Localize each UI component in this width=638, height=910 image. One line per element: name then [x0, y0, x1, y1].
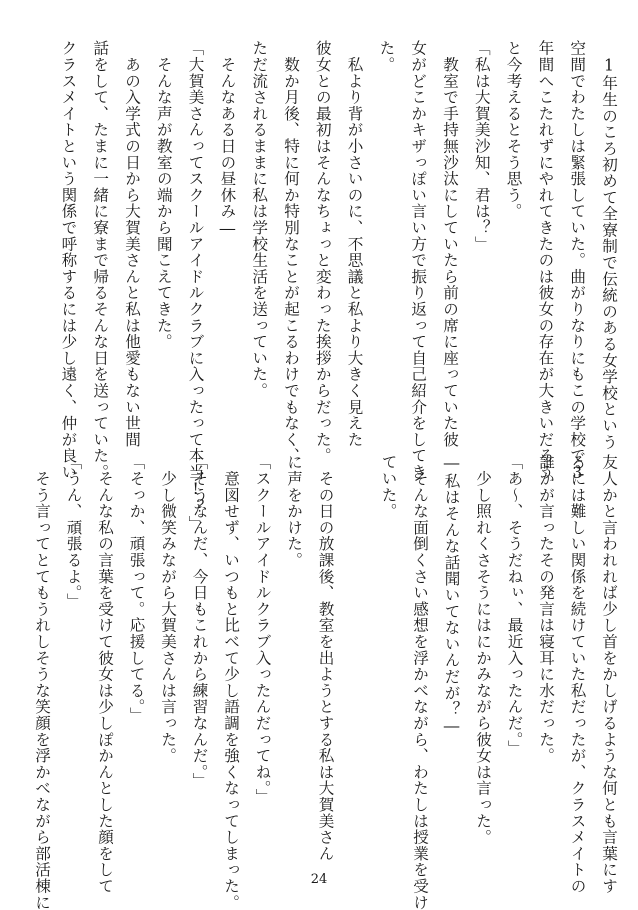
text-line: ていた。	[379, 454, 398, 520]
text-line: ただ流されるままに私は学校生活を送っていた。	[250, 40, 269, 399]
text-line: 「うん、頑張るよ。」	[64, 454, 83, 610]
text-line: 「私は大賀美沙知、君は？」	[472, 40, 491, 252]
text-line: 友人かと言われれば少し首をかしげるような何とも言葉にす	[600, 454, 618, 895]
text-line: 私より背が小さいのに、不思議と私より大きく見えた	[345, 40, 364, 448]
text-line: 1年生のころ初めて全寮制で伝統のある女学校という	[600, 40, 618, 450]
text-line: るには難しい関係を続けていた私だったが、クラスメイトの	[568, 454, 587, 895]
text-line: 誰かが言ったその発言は寝耳に水だった。	[537, 454, 555, 764]
text-line: 空間でわたしは緊張していた。曲がりなりにもこの学校で3	[568, 40, 587, 483]
text-line: と今考えるとそう思う。	[504, 40, 523, 220]
text-line: 彼女との最初はそんなちょっと変わった挨拶からだった。	[313, 40, 332, 464]
text-line: 数か月後、特に何か特別なことが起こるわけでもなく、	[282, 40, 300, 464]
page-number: 24	[310, 872, 328, 887]
text-line: 少し照れくさそうにはにかみながら彼女は言った。	[474, 454, 492, 846]
text-line: クラスメイトという関係で呼称するには少し遠く、仲が良い	[59, 40, 78, 481]
text-line: 年間へこたれずにやれてきたのは彼女の存在が大きいだろう	[536, 40, 555, 481]
text-line: そんなある日の昼休み―	[218, 40, 237, 238]
text-line: 「あ～、そうだねぃ、最近入ったんだ。」	[505, 454, 524, 756]
text-line: 女がどこかキザっぽい言い方で振り返って自己紹介をしてき	[409, 40, 428, 481]
text-line: そんな私の言葉を受けて彼女は少しぽかんとした顔をして	[96, 454, 114, 895]
text-line: 意図せず、いつもと比べて少し語調を強くなってしまった。	[222, 454, 240, 910]
text-line	[344, 454, 364, 846]
text-line: ―私はそんな話聞いてないんだが？―	[442, 454, 461, 736]
text-line: に声をかけた。	[285, 454, 303, 569]
text-line: 少し微笑みながら大賀美さんは言った。	[159, 454, 177, 764]
text-line: た。	[377, 40, 396, 73]
text-line: その日の放課後、教室を出ようとする私は大賀美さん	[316, 454, 335, 862]
text-line: 「そうなんだ、今日もこれから練習なんだ。」	[190, 454, 209, 789]
text-line: 話をして、たまに一緒に寮まで帰るそんな日を送っていた。	[91, 40, 110, 481]
text-line: 「スクールアイドルクラブ入ったんだってね。」	[253, 454, 272, 805]
text-line: そんな声が教室の端から聞こえてきた。	[154, 40, 173, 350]
text-line: 「大賀美さんってスクールアイドルクラブに入ったって本当!？」	[186, 40, 205, 532]
text-line: そう言ってとてもうれしそうな笑顔を浮かべながら部活棟に	[33, 454, 51, 910]
text-line: あの入学式の日から大賀美さんと私は他愛もない世間	[123, 40, 141, 448]
text-line: 「そっか、頑張って。応援してる。」	[127, 454, 146, 724]
text-line: そんな面倒くさい感想を浮かべながら、わたしは授業を受け	[411, 454, 429, 910]
text-line: 教室で手持無沙汰にしていたら前の席に座っていた彼	[441, 40, 459, 448]
